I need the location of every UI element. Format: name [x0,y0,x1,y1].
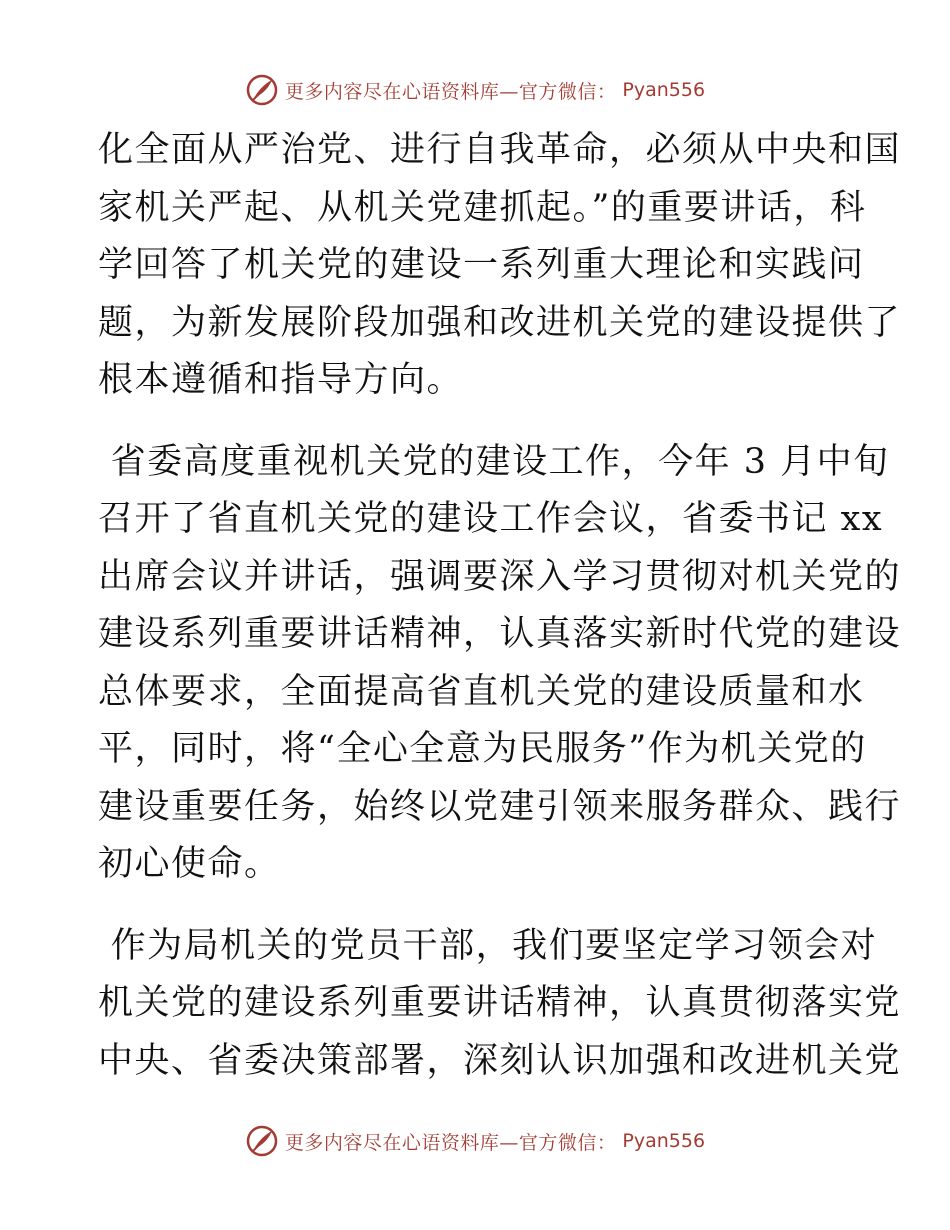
text-line: 出席会议并讲话，强调要深入学习贯彻对机关党的 [98,556,902,597]
footer-banner [0,1121,950,1161]
paragraph [98,122,902,410]
text-line: 初心使命。 [98,844,281,884]
paragraph [98,434,902,894]
paragraph-spacer [98,894,858,918]
text-line: 根本遵循和指导方向。 [98,360,464,400]
paragraph-spacer [98,410,858,434]
feather-pen-logo-icon [245,1124,279,1158]
text-line: 省委高度重视机关党的建设工作，今年 3 月中旬 [98,441,890,482]
text-line: 平，同时，将“全心全意为民服务”作为机关党的 [98,729,867,769]
text-line: 家机关严起、从机关党建抓起。”的重要讲话，科 [98,187,867,228]
banner-wechat-id: Pyan556 [622,1130,706,1152]
banner-text: 更多内容尽在心语资料库—官方微信： [284,1131,617,1154]
text-line: 学回答了机关党的建设一系列重大理论和实践问 [98,245,865,285]
banner-wechat-id: Pyan556 [622,79,706,101]
paragraph [98,918,902,1091]
text-line: 题，为新发展阶段加强和改进机关党的建设提供了 [98,302,902,343]
text-line: 化全面从严治党、进行自我革命，必须从中央和国 [98,130,902,170]
document-body [98,122,902,1090]
banner-text: 更多内容尽在心语资料库—官方微信： [284,80,617,103]
text-line: 建设系列重要讲话精神，认真落实新时代党的建设 [98,614,902,654]
text-line: 召开了省直机关党的建设工作会议，省委书记 xx [98,499,884,539]
feather-pen-logo-icon [245,73,279,107]
text-line: 机关党的建设系列重要讲话精神，认真贯彻落实党 [98,983,902,1023]
text-line: 总体要求，全面提高省直机关党的建设质量和水 [98,671,865,712]
text-line: 中央、省委决策部署，深刻认识加强和改进机关党 [98,1040,902,1081]
text-line: 作为局机关的党员干部，我们要坚定学习领会对 [98,925,878,966]
text-line: 建设重要任务，始终以党建引领来服务群众、践行 [98,786,902,827]
header-banner [0,70,950,110]
